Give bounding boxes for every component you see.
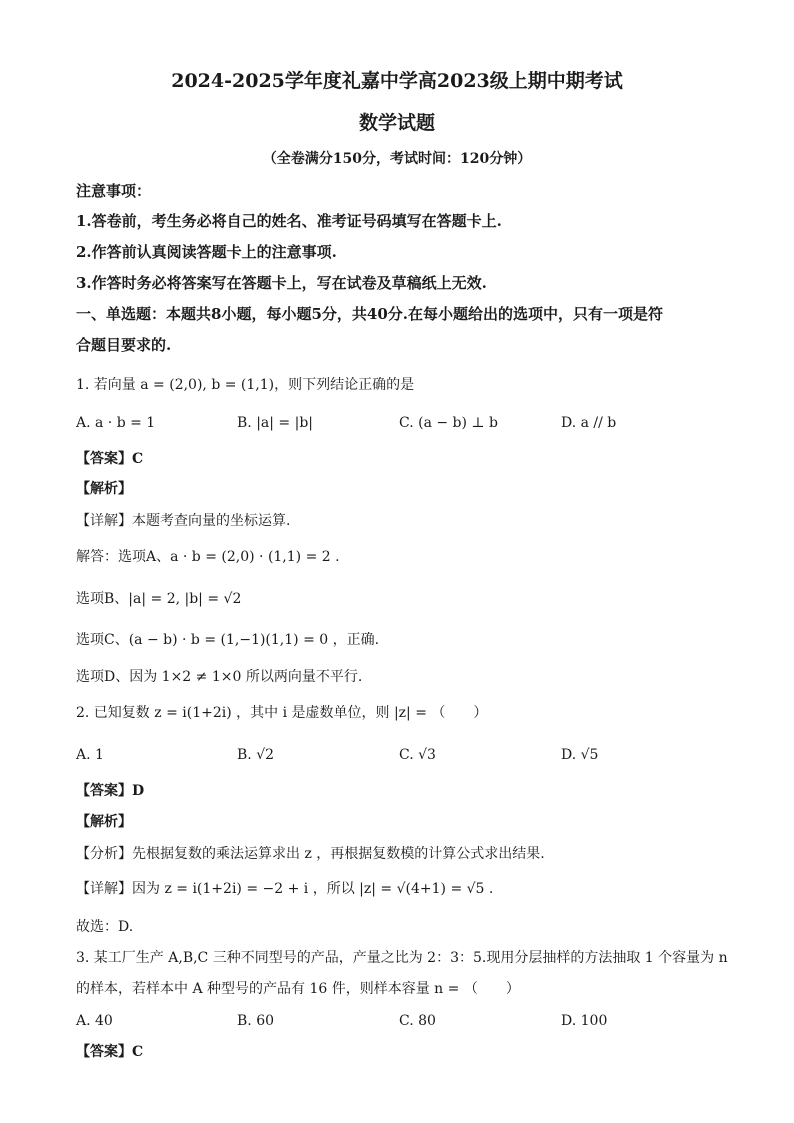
question-1-stem: 1. 若向量 a = (2,0), b = (1,1)，则下列结论正确的是 bbox=[76, 377, 415, 393]
question-3-option-c: C. 80 bbox=[399, 1013, 436, 1029]
question-2-analysis-label: 【解析】 bbox=[76, 814, 132, 830]
question-2-option-a: A. 1 bbox=[76, 747, 104, 763]
question-3-answer: 【答案】C bbox=[76, 1044, 144, 1060]
question-2-option-d: D. √5 bbox=[561, 747, 599, 763]
question-3-stem-line-1: 3. 某工厂生产 A,B,C 三种不同型号的产品，产量之比为 2：3：5.现用分层抽样的方法抽取 1 个容量为 n bbox=[76, 950, 728, 966]
exam-title: 2024-2025学年度礼嘉中学高2023级上期中期考试 bbox=[171, 70, 623, 92]
question-2-option-c: C. √3 bbox=[399, 747, 436, 763]
question-2-detail: 【详解】因为 z = i(1+2i) = −2 + i ，所以 |z| = √(4+1) = √5 . bbox=[76, 881, 494, 897]
question-2-conclusion: 故选：D. bbox=[76, 919, 134, 935]
note-item-3: 3.作答时务必将答案写在答题卡上，写在试卷及草稿纸上无效. bbox=[76, 274, 487, 292]
question-2-answer: 【答案】D bbox=[76, 783, 145, 799]
question-3-stem-line-2: 的样本，若样本中 A 种型号的产品有 16 件，则样本容量 n = （ ） bbox=[76, 981, 520, 997]
exam-subject-title: 数学试题 bbox=[358, 112, 435, 134]
question-1-answer: 【答案】C bbox=[76, 451, 144, 467]
question-3-option-b: B. 60 bbox=[237, 1013, 275, 1029]
section-heading-line-1: 一、单选题：本题共8小题，每小题5分，共40分.在每小题给出的选项中，只有一项是符 bbox=[76, 305, 663, 323]
note-item-2: 2.作答前认真阅读答题卡上的注意事项. bbox=[76, 243, 337, 261]
question-1-solution-a: 解答：选项A、a · b = (2,0) · (1,1) = 2 . bbox=[76, 549, 340, 565]
question-2-option-b: B. √2 bbox=[237, 747, 275, 763]
notes-heading: 注意事项： bbox=[76, 182, 152, 200]
question-1-analysis-label: 【解析】 bbox=[76, 481, 132, 497]
question-1-option-b: B. |a| = |b| bbox=[237, 415, 313, 431]
question-1-detail: 【详解】本题考查向量的坐标运算. bbox=[76, 513, 291, 529]
exam-meta: （全卷满分150分，考试时间：120分钟） bbox=[262, 151, 532, 167]
question-1-solution-d: 选项D、因为 1×2 ≠ 1×0 所以两向量不平行. bbox=[76, 669, 363, 685]
question-1-option-d: D. a // b bbox=[561, 415, 617, 431]
question-1-solution-c: 选项C、(a − b) · b = (1,−1)(1,1) = 0 ，正确. bbox=[76, 632, 380, 648]
question-1-option-a: A. a · b = 1 bbox=[76, 415, 156, 431]
question-3-option-d: D. 100 bbox=[561, 1013, 608, 1029]
question-3-option-a: A. 40 bbox=[76, 1013, 113, 1029]
note-item-1: 1.答卷前，考生务必将自己的姓名、准考证号码填写在答题卡上. bbox=[76, 212, 502, 230]
section-heading-line-2: 合题目要求的. bbox=[76, 336, 172, 354]
question-2-analysis: 【分析】先根据复数的乘法运算求出 z ，再根据复数模的计算公式求出结果. bbox=[76, 846, 545, 862]
question-2-stem: 2. 已知复数 z = i(1+2i) ，其中 i 是虚数单位，则 |z| = （ ） bbox=[76, 705, 488, 721]
question-1-option-c: C. (a − b) ⊥ b bbox=[399, 415, 499, 431]
question-1-solution-b: 选项B、|a| = 2, |b| = √2 bbox=[76, 591, 242, 607]
